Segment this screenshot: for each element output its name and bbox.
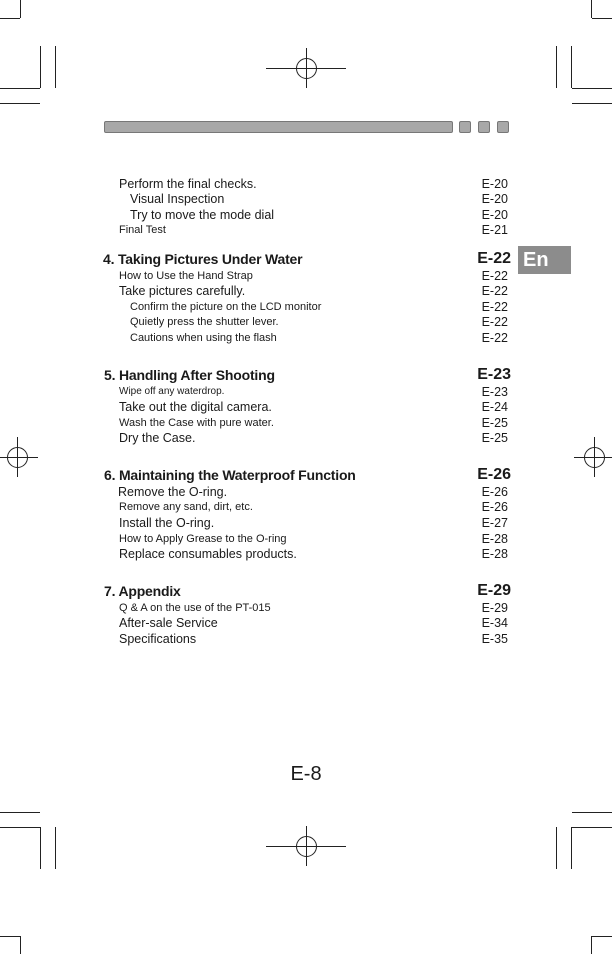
toc-entry-page: E-24 — [481, 400, 508, 414]
toc-section-heading[interactable] — [0, 465, 612, 485]
toc-entry-page: E-21 — [481, 223, 508, 237]
toc-entry[interactable] — [0, 415, 612, 431]
toc-entry-page: E-20 — [481, 192, 508, 206]
toc-entry-page: E-22 — [481, 331, 508, 345]
toc-entry-title: Quietly press the shutter lever. — [130, 316, 279, 328]
toc-entry-page: E-35 — [481, 632, 508, 646]
toc-entry[interactable] — [0, 515, 612, 531]
toc-entry-title: Remove any sand, dirt, etc. — [119, 501, 253, 513]
toc-entry[interactable] — [0, 531, 612, 547]
header-square — [497, 121, 509, 133]
toc-section-title: 5. Handling After Shooting — [104, 367, 275, 383]
toc-entry-page: E-25 — [481, 416, 508, 430]
toc-section-heading[interactable] — [0, 365, 612, 385]
page-number: E-8 — [290, 763, 322, 785]
toc-entry-page: E-22 — [481, 284, 508, 298]
toc-entry[interactable] — [0, 499, 612, 515]
header-bar — [104, 121, 453, 133]
toc-entry-page: E-28 — [481, 547, 508, 561]
toc-section-page: E-26 — [477, 466, 511, 483]
toc-entry[interactable] — [0, 191, 612, 207]
toc-entry-page: E-29 — [481, 601, 508, 615]
toc-section-heading[interactable] — [0, 581, 612, 601]
toc-entry-page: E-22 — [481, 315, 508, 329]
toc-entry[interactable] — [0, 314, 612, 330]
toc-entry[interactable] — [0, 283, 612, 299]
toc-entry[interactable] — [0, 330, 612, 346]
toc-entry[interactable] — [0, 299, 612, 315]
toc-entry-title: Take pictures carefully. — [119, 284, 246, 298]
toc-entry[interactable] — [0, 600, 612, 616]
toc-entry-title: Cautions when using the flash — [130, 332, 277, 344]
toc-entry-title: Take out the digital camera. — [119, 400, 272, 414]
toc-entry[interactable] — [0, 430, 612, 446]
toc-entry-title: Wipe off any waterdrop. — [119, 386, 225, 397]
toc-entry-title: Specifications — [119, 632, 197, 646]
toc-entry[interactable] — [0, 631, 612, 647]
toc-entry-page: E-25 — [481, 431, 508, 445]
toc-entry[interactable] — [0, 399, 612, 415]
toc-entry[interactable] — [0, 484, 612, 500]
toc-entry-page: E-26 — [481, 500, 508, 514]
toc-entry-page: E-22 — [481, 300, 508, 314]
toc-entry[interactable] — [0, 222, 612, 238]
toc-entry-page: E-27 — [481, 516, 508, 530]
toc-entry-title: Remove the O-ring. — [118, 485, 228, 499]
toc-entry-title: Final Test — [119, 224, 166, 236]
toc-entry-title: Dry the Case. — [119, 431, 196, 445]
header-square — [478, 121, 490, 133]
toc-entry-page: E-20 — [481, 177, 508, 191]
toc-entry-page: E-28 — [481, 532, 508, 546]
toc-entry[interactable] — [0, 207, 612, 223]
toc-entry[interactable] — [0, 176, 612, 192]
toc-entry-title: Visual Inspection — [130, 192, 225, 206]
toc-entry-title: Install the O-ring. — [119, 516, 215, 530]
header-square — [459, 121, 471, 133]
toc-section-page: E-22 — [477, 250, 511, 267]
toc-entry-title: After-sale Service — [119, 616, 218, 630]
toc-entry[interactable] — [0, 615, 612, 631]
toc-section-page: E-23 — [477, 366, 511, 383]
toc-entry-title: How to Apply Grease to the O-ring — [119, 533, 287, 545]
toc-entry[interactable] — [0, 384, 612, 400]
toc-entry-title: Perform the final checks. — [119, 177, 257, 191]
toc-entry-title: Replace consumables products. — [119, 547, 297, 561]
toc-entry-page: E-22 — [481, 269, 508, 283]
toc-entry-title: Try to move the mode dial — [130, 208, 275, 222]
toc-entry-title: Confirm the picture on the LCD monitor — [130, 301, 322, 313]
toc-section-title: 6. Maintaining the Waterproof Function — [104, 467, 356, 483]
toc-entry-page: E-20 — [481, 208, 508, 222]
toc-entry-page: E-23 — [481, 385, 508, 399]
toc-entry-title: How to Use the Hand Strap — [119, 270, 253, 282]
toc-entry-title: Wash the Case with pure water. — [119, 417, 274, 429]
toc-section-title: 4. Taking Pictures Under Water — [103, 251, 303, 267]
language-tab: En — [518, 246, 571, 274]
toc-entry-page: E-34 — [481, 616, 508, 630]
toc-section-heading[interactable] — [0, 249, 612, 269]
toc-entry-title: Q & A on the use of the PT-015 — [119, 602, 271, 614]
toc-entry-page: E-26 — [481, 485, 508, 499]
toc-section-title: 7. Appendix — [104, 583, 181, 599]
toc-entry[interactable] — [0, 546, 612, 562]
toc-section-page: E-29 — [477, 582, 511, 599]
toc-entry[interactable] — [0, 268, 612, 284]
